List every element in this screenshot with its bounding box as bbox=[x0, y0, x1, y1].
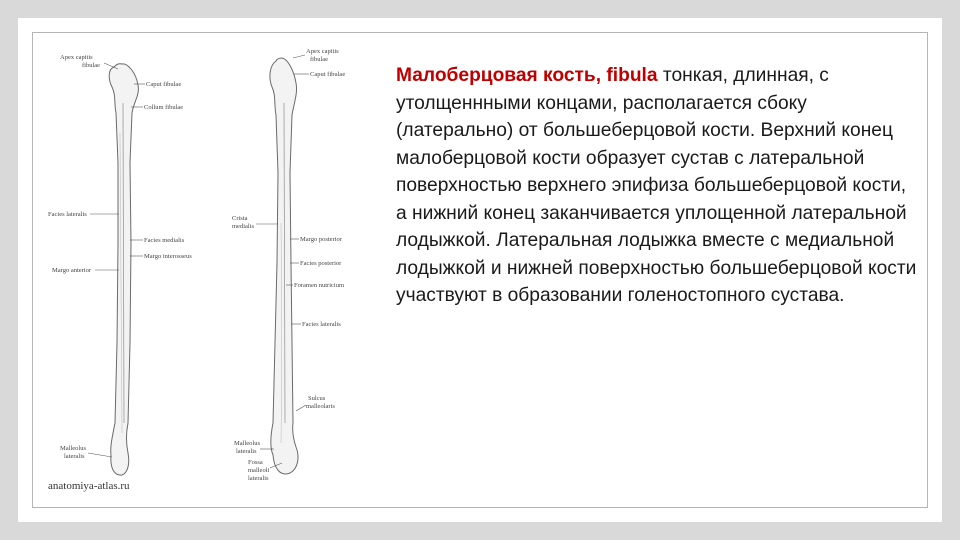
fibula-drawing bbox=[38, 43, 376, 496]
label-facies-posterior-back: Facies posterior bbox=[300, 260, 342, 267]
label-apex-front-1: Apex capitis bbox=[60, 54, 93, 61]
label-malleolus-back-1: Malleolus bbox=[234, 440, 260, 447]
fibula-back-view bbox=[270, 58, 298, 474]
label-malleolus-front-2: lateralis bbox=[64, 453, 85, 460]
label-margo-interosseus-front: Margo interosseus bbox=[144, 253, 192, 260]
label-apex-back-2: fibulae bbox=[310, 56, 329, 63]
label-facies-lateralis-front: Facies lateralis bbox=[48, 211, 87, 218]
label-malleolus-front-1: Malleolus bbox=[60, 445, 86, 452]
label-apex-back-1: Apex capitis bbox=[306, 48, 339, 55]
label-caput-front: Caput fibulae bbox=[146, 81, 182, 88]
label-facies-medialis-front: Facies medialis bbox=[144, 237, 185, 244]
fibula-illustration bbox=[38, 43, 376, 496]
label-sulcus-back-2: malleolaris bbox=[306, 403, 335, 410]
label-margo-posterior-back: Margo posterior bbox=[300, 236, 342, 243]
label-fossa-back-2: malleoli bbox=[248, 467, 270, 474]
label-sulcus-back-1: Sulcus bbox=[308, 395, 326, 402]
label-crista-back-1: Crista bbox=[232, 215, 248, 222]
description-paragraph bbox=[396, 62, 920, 310]
label-malleolus-back-2: lateralis bbox=[236, 448, 257, 455]
label-foramen-back: Foramen nutricium bbox=[294, 282, 345, 289]
label-apex-front-2: fibulae bbox=[82, 62, 101, 69]
label-fossa-back-3: lateralis bbox=[248, 475, 269, 482]
label-caput-back: Caput fibulae bbox=[310, 71, 346, 78]
label-collum-front: Collum fibulae bbox=[144, 104, 184, 111]
watermark: anatomiya-atlas.ru bbox=[48, 480, 130, 492]
description-body: тонкая, длинная, с утолщеннными концами, располагается сбоку (латерально) от большеберцовой кости. Верхний конец малоберцовой кости образует сустав с латеральной поверхностью верхнего эпифиза большеберцовой кости, а нижний конец заканчивается уплощенной латеральной лодыжкой. Латеральная лодыжка вместе с медиальной лодыжкой и нижней поверхностью большеберцовой кости участвуют в образовании голеностопного сустава. bbox=[396, 65, 917, 306]
label-facies-lateralis-back: Facies lateralis bbox=[302, 321, 341, 328]
label-margo-anterior-front: Margo anterior bbox=[52, 267, 92, 274]
label-crista-back-2: medialis bbox=[232, 223, 255, 230]
description-title: Малоберцовая кость, fibula bbox=[396, 65, 658, 86]
label-fossa-back-1: Fossa bbox=[248, 459, 263, 466]
fibula-front-view bbox=[109, 64, 138, 475]
